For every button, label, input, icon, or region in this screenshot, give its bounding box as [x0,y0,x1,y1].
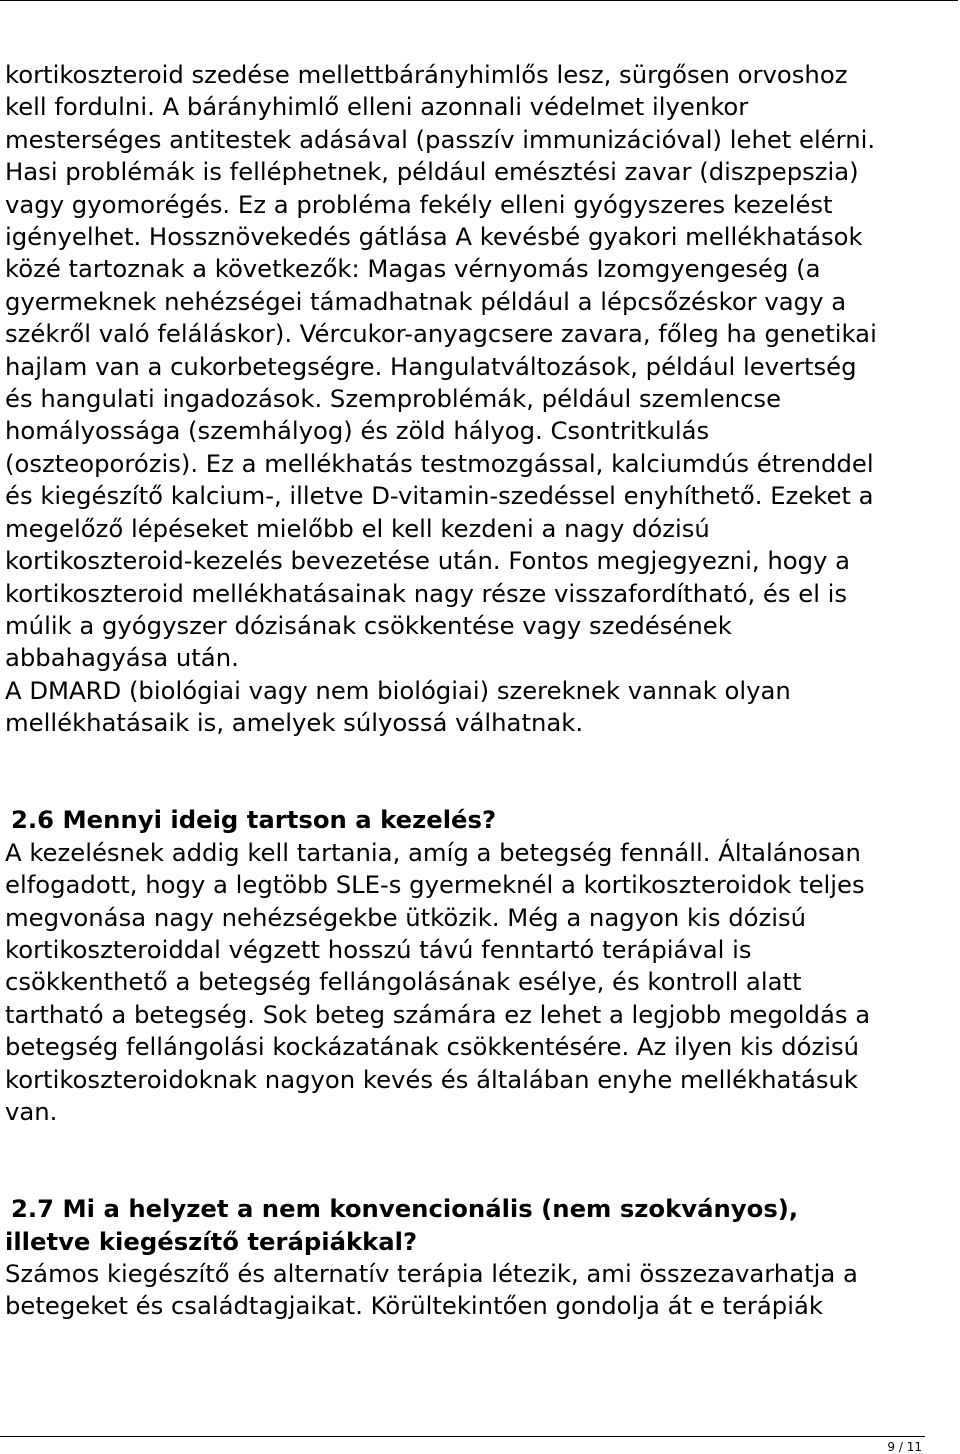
section-2-6-text: A kezelésnek addig kell tartania, amíg a betegség fennáll. Általánosan elfogadott, hogy a legtöbb SLE-s gyermeknél a kortikoszteroidok teljes megvonása nagy nehézségekbe ütközik. Még a nagyon kis dózisú kortikoszteroiddal végzett hosszú távú fenntartó terápiával is csökkenthető a betegség fellángolásának esélye, és kontroll alatt tartható a betegség. Sok beteg számára ez lehet a legjobb megoldás a betegség fellángolási kockázatának csökkentésére. Az ilyen kis dózisú kortikoszteroidoknak nagyon kevés és általában enyhe mellékhatásuk van. [5,837,871,1126]
side-effects-paragraph: kortikoszteroid szedése mellettbárányhimlős lesz, sürgősen orvoshoz kell fordulni. A bárányhimlő elleni azonnali védelmet ilyenkor mesterséges antitestek adásával (passzív immunizációval) lehet elérni. Hasi problémák is felléphetnek, például emésztési zavar (diszpepszia) vagy gyomorégés. Ez a probléma fekély elleni gyógyszeres kezelést igényelhet. Hossznövekedés gátlása A kevésbé gyakori mellékhatások közé tartoznak a következők: Magas vérnyomás Izomgyengeség (a gyermeknek nehézségei támadhatnak például a lépcsőzéskor vagy a székről való feláláskor). Vércukor-anyagcsere zavara, főleg ha genetikai hajlam van a cukorbetegségre. Hangulatváltozások, például levertség és hangulati ingadozások. Szemproblémák, például szemlencse homályossága (szemhályog) és zöld hályog. Csontritkulás (oszteoporózis). Ez a mellékhatás testmozgással, kalciumdús étrenddel és kiegészítő kalcium-, illetve D-vitamin-szedéssel enyhíthető. Ezeket a megelőző lépéseket mielőbb el kell kezdeni a nagy dózisú kortikoszteroid-kezelés bevezetése után. Fontos megjegyezni, hogy a kortikoszteroid mellékhatásainak nagy része visszafordítható, és el is múlik a gyógyszer dózisának csökkentése vagy szedésének abbahagyása után. [5,60,877,673]
section-2-7-text: Számos kiegészítő és alternatív terápia létezik, ami összezavarhatja a betegeket és családtagjaikat. Körültekintően gondolja át e terápiák [5,1259,858,1321]
page-number: 9 / 11 [887,1440,922,1454]
section-spacer [5,1128,955,1193]
footer-rule [0,1436,925,1437]
document-body [5,59,955,1323]
section-heading-2-7-line1: 2.7 Mi a helyzet a nem konvencionális (nem szokványos), [11,1194,799,1224]
top-rule [0,0,958,1]
section-heading-2-6: 2.6 Mennyi ideig tartson a kezelés? [11,805,497,835]
section-heading-2-7-line2: illetve kiegészítő terápiákkal? [5,1226,418,1256]
dmard-paragraph: A DMARD (biológiai vagy nem biológiai) szereknek vannak olyan mellékhatásaik is, amelyek súlyossá válhatnak. [5,675,791,738]
section-spacer [5,740,955,805]
